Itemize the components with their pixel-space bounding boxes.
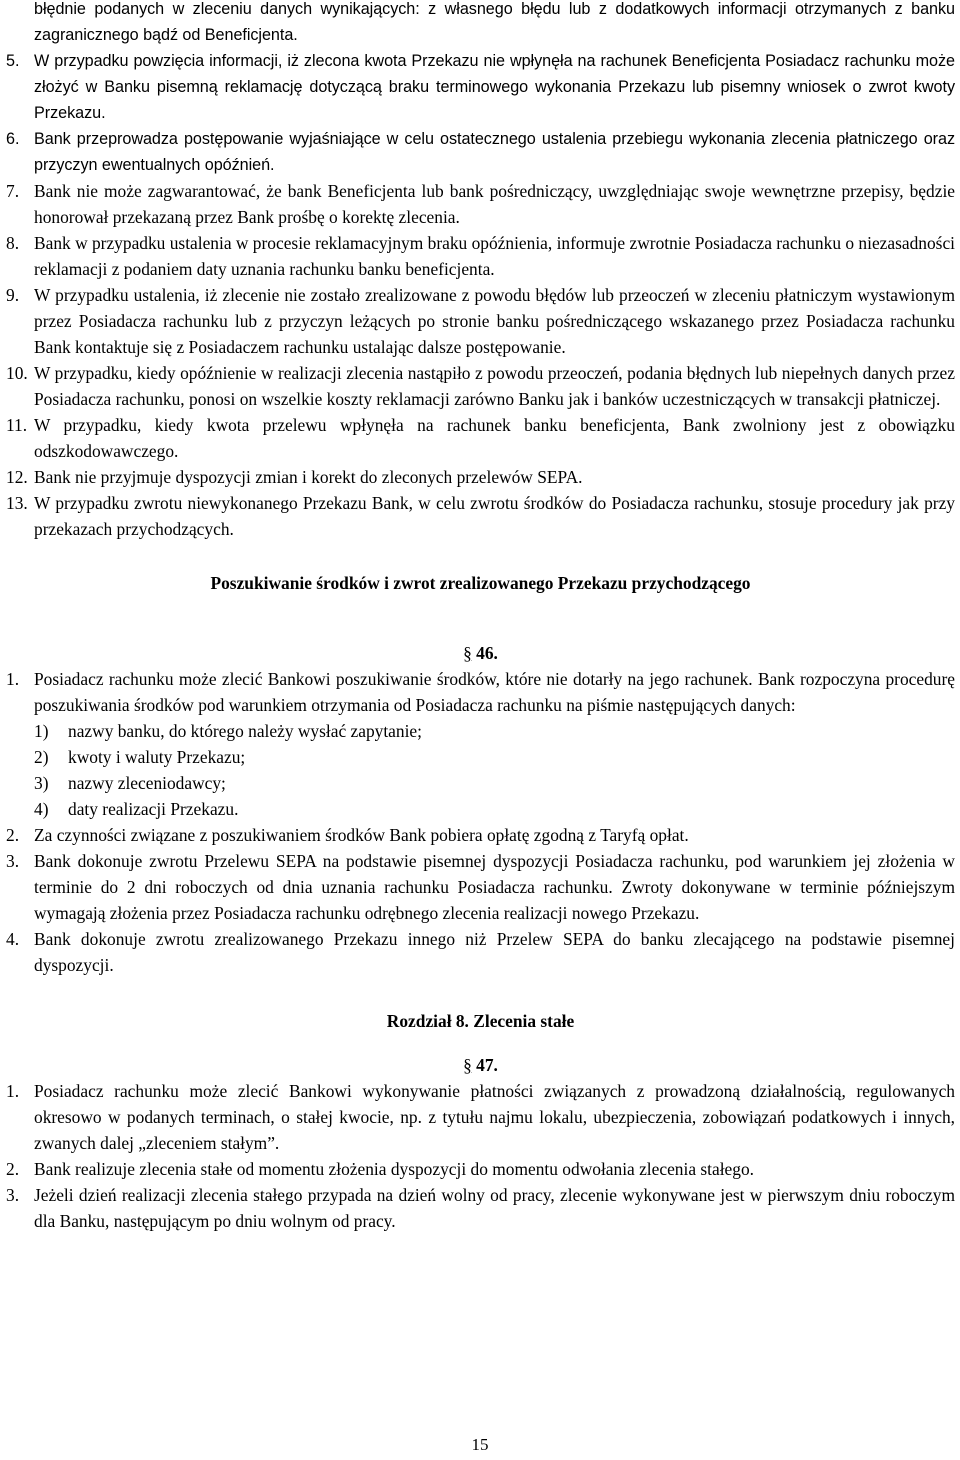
item-text: Bank realizuje zlecenia stałe od momentu złożenia dyspozycji do momentu odwołania zlecenia stałego.	[34, 1159, 754, 1179]
item-number: 11.	[6, 415, 28, 435]
sub-item-text: kwoty i waluty Przekazu;	[68, 747, 246, 767]
item-text: W przypadku, kiedy kwota przelewu wpłynęła na rachunek banku beneficjenta, Bank zwolniony jest z obowiązku odszkodowawczego.	[34, 415, 955, 461]
list-item-46-2	[6, 822, 955, 848]
list-item-47-2	[6, 1156, 955, 1182]
paragraph-mark-46	[6, 640, 955, 666]
item-text: Posiadacz rachunku może zlecić Bankowi wykonywanie płatności związanych z prowadzoną działalnością, regulowanych okresowo w podanych terminach, o stałej kwocie, np. z tytułu najmu lokalu, ubezpieczenia, zobowiązań podatkowych i innych, zwanych dalej „zleceniem stałym”.	[34, 1081, 955, 1153]
chapter-heading: Rozdział 8. Zlecenia stałe	[386, 1011, 575, 1031]
page-number: 15	[471, 1435, 489, 1454]
list-item-46-1	[6, 666, 955, 718]
sub-item-text: nazwy zleceniodawcy;	[68, 773, 226, 793]
list-item-8	[6, 230, 955, 282]
paragraph-continuation: błędnie podanych w zleceniu danych wynikających: z własnego błędu lub z dodatkowych informacji otrzymanych z banku zagranicznego bądź od Beneficjenta.	[34, 0, 955, 44]
item-text: Bank dokonuje zwrotu Przelewu SEPA na podstawie pisemnej dyspozycji Posiadacza rachunku, pod warunkiem jej złożenia w terminie do 2 dni roboczych od dnia uznania rachunku Posiadacza rachunku. Zwroty dokonywane w terminie późniejszym wymagają złożenia przez Posiadacza rachunku odrębnego zlecenia realizacji nowego Przekazu.	[34, 851, 955, 923]
list-item-46-3	[6, 848, 955, 926]
item-number: 7.	[6, 181, 20, 201]
list-item-9	[6, 282, 955, 360]
section-sign: §	[463, 643, 472, 663]
sub-item-1	[6, 718, 955, 744]
item-text: Bank nie przyjmuje dyspozycji zmian i korekt do zleconych przelewów SEPA.	[34, 467, 583, 487]
list-item-47-3	[6, 1182, 955, 1234]
list-item-6	[6, 126, 955, 178]
item-text: Bank w przypadku ustalenia w procesie reklamacyjnym braku opóźnienia, informuje zwrotnie Posiadacza rachunku o niezasadności reklamacji z podaniem daty uznania rachunku banku beneficjenta.	[34, 233, 955, 279]
list-item-7	[6, 178, 955, 230]
sub-item-3	[6, 770, 955, 796]
item-number: 1.	[6, 669, 20, 689]
paragraph-number: 46.	[476, 643, 498, 663]
item-text: Bank dokonuje zwrotu zrealizowanego Przekazu innego niż Przelew SEPA do banku zlecającego na podstawie pisemnej dyspozycji.	[34, 929, 955, 975]
item-number: 13.	[6, 493, 28, 513]
section-heading: Poszukiwanie środków i zwrot zrealizowanego Przekazu przychodzącego	[210, 573, 751, 593]
list-item-13	[6, 490, 955, 542]
item-text: Bank nie może zagwarantować, że bank Beneficjenta lub bank pośredniczący, uwzględniając swoje wewnętrzne przepisy, będzie honorował przekazaną przez Bank prośbę o korektę zlecenia.	[34, 181, 955, 227]
item-number: 4.	[6, 929, 20, 949]
item-number: 8.	[6, 233, 20, 253]
sub-item-2	[6, 744, 955, 770]
sub-item-text: nazwy banku, do którego należy wysłać zapytanie;	[68, 721, 422, 741]
item-number: 1.	[6, 1081, 20, 1101]
sub-item-text: daty realizacji Przekazu.	[68, 799, 239, 819]
sub-item-4	[6, 796, 955, 822]
item-number: 3.	[6, 1185, 20, 1205]
item-number: 2.	[6, 1159, 20, 1179]
item-number: 2.	[6, 825, 20, 845]
sub-item-number: 2)	[34, 747, 49, 767]
list-item-46-4	[6, 926, 955, 978]
paragraph-mark-47	[6, 1052, 955, 1078]
list-item-5	[6, 48, 955, 126]
list-item-10	[6, 360, 955, 412]
item-number: 5.	[6, 52, 20, 70]
item-text: Jeżeli dzień realizacji zlecenia stałego przypada na dzień wolny od pracy, zlecenie wykonywane jest w pierwszym dniu roboczym dla Banku, następującym po dniu wolnym od pracy.	[34, 1185, 955, 1231]
item-number: 9.	[6, 285, 20, 305]
sub-item-number: 1)	[34, 721, 49, 741]
item-text: Za czynności związane z poszukiwaniem środków Bank pobiera opłatę zgodną z Taryfą opłat.	[34, 825, 689, 845]
list-item-47-1	[6, 1078, 955, 1156]
item-number: 6.	[6, 130, 20, 148]
sub-item-number: 4)	[34, 799, 49, 819]
item-text: W przypadku zwrotu niewykonanego Przekazu Bank, w celu zwrotu środków do Posiadacza rachunku, stosuje procedury jak przy przekazach przychodzących.	[34, 493, 955, 539]
list-item-11	[6, 412, 955, 464]
item-text: Bank przeprowadza postępowanie wyjaśniające w celu ostatecznego ustalenia przebiegu wykonania zlecenia płatniczego oraz przyczyn ewentualnych opóźnień.	[34, 130, 955, 174]
item-text: W przypadku powzięcia informacji, iż zlecona kwota Przekazu nie wpłynęła na rachunek Beneficjenta Posiadacz rachunku może złożyć w Banku pisemną reklamację dotyczącą braku terminowego wykonania Przekazu lub pisemny wniosek o zwrot kwoty Przekazu.	[34, 52, 955, 122]
item-text: Posiadacz rachunku może zlecić Bankowi poszukiwanie środków, które nie dotarły na jego rachunek. Bank rozpoczyna procedurę poszukiwania środków pod warunkiem otrzymania od Posiadacza rachunku na piśmie następujących danych:	[34, 669, 955, 715]
sub-item-number: 3)	[34, 773, 49, 793]
item-number: 3.	[6, 851, 20, 871]
item-text: W przypadku ustalenia, iż zlecenie nie zostało zrealizowane z powodu błędów lub przeoczeń w zleceniu płatniczym wystawionym przez Posiadacza rachunku lub z przyczyn leżących po stronie banku pośredniczącego wskazanego przez Posiadacza rachunku Bank kontaktuje się z Posiadaczem rachunku ustalając dalsze postępowanie.	[34, 285, 955, 357]
item-number: 12.	[6, 467, 28, 487]
list-item-12	[6, 464, 955, 490]
section-sign: §	[463, 1055, 472, 1075]
paragraph-number: 47.	[476, 1055, 498, 1075]
item-text: W przypadku, kiedy opóźnienie w realizacji zlecenia nastąpiło z powodu przeoczeń, podania błędnych lub niepełnych danych przez Posiadacza rachunku, ponosi on wszelkie koszty reklamacji zarówno Banku jak i banków uczestniczących w transakcji płatniczej.	[34, 363, 955, 409]
item-number: 10.	[6, 363, 28, 383]
